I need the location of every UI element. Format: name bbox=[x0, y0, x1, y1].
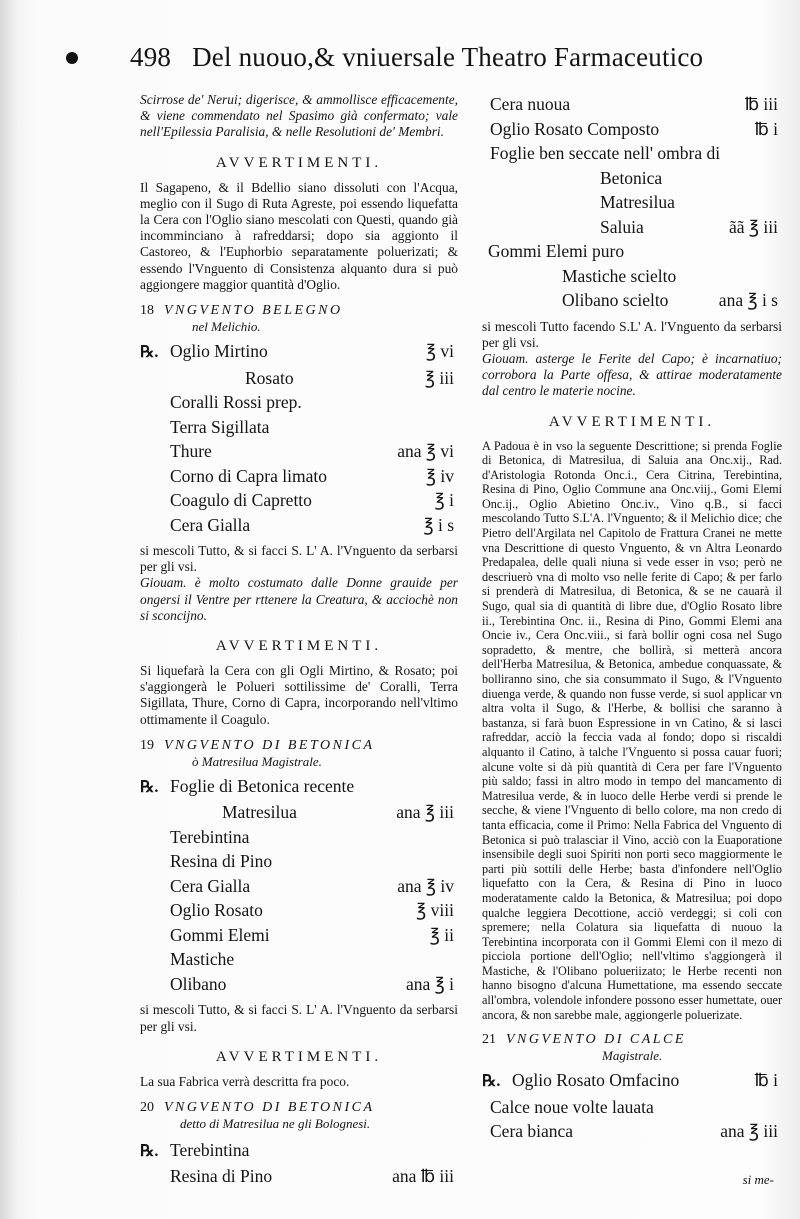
ingredient-row bbox=[140, 390, 458, 415]
ingredient-row bbox=[140, 849, 458, 874]
recipe-title bbox=[140, 1100, 458, 1116]
ingredient-row bbox=[140, 923, 458, 948]
ingredient-qty: ℥ i bbox=[434, 490, 454, 511]
ingredient-qty: ℥ vi bbox=[425, 341, 454, 362]
ingredient-qty: ana ℥ vi bbox=[397, 441, 454, 462]
recipe-source: ò Matresilua Magistrale. bbox=[192, 753, 322, 769]
recipe-symbol: ℞. bbox=[482, 1073, 501, 1091]
ingredient-name: Resina di Pino bbox=[170, 1166, 273, 1187]
ingredient-name: Oglio Rosato Composto bbox=[490, 118, 660, 139]
ingredient-name: Matresilua bbox=[600, 192, 675, 212]
ingredient-row bbox=[482, 1095, 782, 1120]
commentary-note: Giouam. asterge le Ferite del Capo; è incarnatiuo; corrobora la Parte offesa, & attirae moderatamente dal centro le materie nocine. bbox=[482, 350, 782, 399]
ingredient-row bbox=[482, 166, 782, 191]
recipe-title bbox=[140, 738, 458, 754]
ingredient-name: Oglio Rosato Omfacino bbox=[512, 1070, 680, 1091]
section-heading: AVVERTIMENTI. bbox=[215, 1048, 383, 1065]
ingredient-row bbox=[482, 141, 782, 166]
ingredient-qty: ana ℥ iii bbox=[396, 802, 454, 823]
ingredient-name: Matresilua bbox=[222, 802, 297, 823]
ingredient-name: Cera nuoua bbox=[490, 94, 571, 114]
recipe-title bbox=[482, 1032, 782, 1048]
ingredient-name: Coralli Rossi prep. bbox=[170, 392, 302, 413]
ingredient-row bbox=[140, 1138, 458, 1165]
ingredient-qty: ana ℔ iii bbox=[392, 1166, 454, 1187]
ingredient-row bbox=[482, 1068, 782, 1095]
ingredient-qty: ℥ ii bbox=[429, 924, 454, 945]
ingredient-row bbox=[140, 464, 458, 489]
body-paragraph: A Padoua è in vso la seguente Descrittione; si prenda Foglie di Betonica, di Matresilua, di Saluia ana Onc.xij., Rad. d'Aristologia Rotonda Onc.i., Cera Citrina, Terebintina, Resina di Pino, Oglio Commune ana Onc.viij., Gomi Elemi Onc.ij., Oglio Abietino Onc.iv., Vino q.B., si facci mescolando Tutto S.L'A. l'Vnguento; & il Melichio dice; che Pietro dell'Argilata nel Capitolo de Frattura Cranei ne mette vna Descrittione di questo Vnguento, & vn Altra Leonardo Predapalea, delle quali niuna si vede esser in vso; però ne descriuerò vna di molto vso nelle ferite di Capo; & per farlo si prenderà di Matresilua, di Betonica, & se ne cauarà il Sugo, qual sia di quantità di libre due, d'Oglio Rosato libre ii., Terebintina Onc. ii., Resina di Pino, Gommi Elemi ana Oncie iv., Cera Onc.viii., si farà bollir ogni cosa nel Sugo sopradetto, & mentre, che bollirà, si metterà ancora dell'Herba Matresilua, & Betonica, ambedue conquassate, & bolliranno sino, che sia consummato il Sugo, & l'Vnguento diuenga verde, & quando non fusse verde, si suol applicar vn altra volta il Sugo, & l'Herbe, & bollisi che saranno à bastanza, si farà buon Espressione in vn Catino, & si lasci rafreddar, acciò la feccia vada al fondo; dopo si riscaldi alquanto il Catino, à talche l'Vnguento si possa cauar fuori; alcune volte si dà più quantità di Cera per fare l'Vnguento più saldo; fassi in altro modo in tempo del mancamento di Matresilua verde, & in luoco delle Herbe verdi si prende le secche, & viene l'Vnguento di bello colore, ma non credo di tanta efficacia, come il Primo: Nella Fabrica del Vnguento di Betonica si può tralasciar il Vino, acciò con la Euaporatione insensibile degli suoi Spiriti non porti seco maggiormente le parti più sottili delle Herbe; basta d'infondere nell'Oglio liquefatto con la Cera, & Resina di Pino in luoco moderatamente caldo la Betonica, & Matresilua; poi dopo qualche leggiera Decottione, acciò verdeggi; si coli con spremere; nella Colatura sia liquefatta di nuouo la Terebintina incorporata con il Gommi Elemi con il mezo di picciola portione dell'Oglio; nell'vltimo s'aggiongerà il Mastiche, & l'Olibano polueriizato; le Herbe recenti non hanno bisogno d'alcuna Humettatione, ma essendo seccate all'ombra, volendole infondere possono esser humettate, ouer ancora, & non sarebbe male, aggiongerle poluerizate. bbox=[482, 438, 782, 1022]
ingredient-name: Gommi Elemi bbox=[170, 924, 270, 945]
section-heading: AVVERTIMENTI. bbox=[215, 154, 383, 171]
ingredient-name: Saluia bbox=[600, 216, 644, 237]
ingredient-row bbox=[140, 439, 458, 464]
preparation-note: si mescoli Tutto, & si facci S. L' A. l'Vnguento da serbarsi per gli vsi. bbox=[140, 543, 458, 575]
ingredient-name: Mastiche bbox=[170, 949, 235, 970]
ingredient-name: Olibano bbox=[170, 973, 227, 994]
ingredient-qty: ãã ℥ iii bbox=[729, 216, 778, 237]
running-header bbox=[130, 42, 770, 73]
ingredient-qty: ana ℥ i bbox=[405, 973, 454, 994]
recipe-source: detto di Matresilua ne gli Bolognesi. bbox=[180, 1115, 371, 1131]
recipe-title bbox=[140, 303, 458, 319]
ingredient-qty: ana ℥ iv bbox=[397, 875, 454, 896]
ingredient-qty: ℥ viii bbox=[416, 900, 454, 921]
body-paragraph: La sua Fabrica verrà descritta fra poco. bbox=[140, 1073, 350, 1089]
page-number: 498 bbox=[130, 42, 172, 72]
ingredient-row bbox=[140, 825, 458, 850]
ingredient-name: Cera bianca bbox=[490, 1121, 574, 1142]
ingredient-name: Mastiche scielto bbox=[562, 265, 677, 286]
recipe-name: VNGVENTO DI BETONICA bbox=[164, 1099, 375, 1115]
recipe-symbol: ℞. bbox=[140, 1142, 159, 1160]
ingredient-row bbox=[140, 800, 458, 825]
ingredient-qty: ℔ i bbox=[754, 1070, 778, 1091]
ingredient-row bbox=[140, 947, 458, 972]
ingredient-name: Corno di Capra limato bbox=[170, 465, 327, 486]
recipe-name: VNGVENTO DI BETONICA bbox=[164, 737, 375, 753]
ingredient-name: Coagulo di Capretto bbox=[170, 490, 312, 511]
ingredient-qty: ℥ i s bbox=[423, 514, 454, 535]
ingredient-row bbox=[482, 239, 782, 264]
recipe-source: Magistrale. bbox=[602, 1048, 663, 1064]
ingredient-row bbox=[482, 1119, 782, 1144]
left-column bbox=[140, 92, 458, 1189]
ingredient-qty: ana ℥ iii bbox=[720, 1121, 778, 1142]
right-column bbox=[482, 92, 782, 1144]
ingredient-row bbox=[482, 288, 782, 313]
catchword: si me- bbox=[742, 1172, 774, 1187]
ingredient-row bbox=[140, 972, 458, 997]
section-heading: AVVERTIMENTI. bbox=[548, 413, 716, 430]
ingredient-name: Terra Sigillata bbox=[170, 416, 270, 437]
ingredient-row bbox=[140, 774, 458, 801]
recipe-name: VNGVENTO BELEGNO bbox=[164, 303, 343, 319]
ingredient-qty: ℥ iv bbox=[425, 465, 454, 486]
body-paragraph: Si liquefarà la Cera con gli Ogli Mirtino, & Rosato; poi s'aggiongerà le Polueri sottilissime de' Coralli, Terra Sigillata, Thure, Corno di Capra, incorporando nell'vltimo ottimamente il Coagulo. bbox=[140, 663, 458, 727]
ingredient-row bbox=[140, 339, 458, 366]
recipe-name: VNGVENTO DI CALCE bbox=[506, 1032, 686, 1048]
ingredient-name: Cera Gialla bbox=[170, 514, 251, 535]
ink-blot bbox=[66, 52, 78, 64]
page-title: Del nuouo,& vniuersale Theatro Farmaceutico bbox=[192, 42, 704, 72]
ingredient-name: Resina di Pino bbox=[170, 851, 273, 872]
ingredient-name: Gommi Elemi puro bbox=[488, 241, 625, 261]
ingredient-qty: ℔ iii bbox=[744, 94, 778, 114]
ingredient-name: Thure bbox=[170, 441, 212, 462]
ingredient-row bbox=[140, 366, 458, 391]
recipe-symbol: ℞. bbox=[140, 778, 159, 796]
recipe-number: 19 bbox=[140, 737, 154, 753]
recipe-number: 20 bbox=[140, 1099, 154, 1115]
ingredient-name: Foglie ben seccate nell' ombra di bbox=[490, 143, 721, 163]
ingredient-name: Calce noue volte lauata bbox=[490, 1096, 654, 1117]
recipe-symbol: ℞. bbox=[140, 344, 159, 362]
recipe-source: nel Melichio. bbox=[192, 319, 261, 335]
ingredient-row bbox=[482, 117, 782, 142]
ingredient-name: Olibano scielto bbox=[562, 290, 669, 310]
ingredient-row bbox=[140, 513, 458, 538]
preparation-note: si mescoli Tutto facendo S.L' A. l'Vnguento da serbarsi per gli vsi. bbox=[482, 318, 782, 350]
ingredient-row bbox=[482, 92, 782, 117]
body-paragraph: Il Sagapeno, & il Bdellio siano dissoluti con l'Acqua, meglio con il Sugo di Ruta Agreste, poi essendo liquefatta la Cera con l'Oglio siano mescolati con Questi, quando già incomminciano à rafreddarsi; dopo sia aggionto il Castoreo, & l'Euphorbio separatamente poluerizati; & essendo l'Vnguento di Consistenza alquanto dura si può aggiongere maggior quantità d'Oglio. bbox=[140, 179, 458, 292]
ingredient-name: Oglio Rosato bbox=[170, 900, 263, 921]
commentary-note: Giouam. è molto costumato dalle Donne grauide per ongersi il Ventre per rttenere la Creatura, & acciochè non si sconcijno. bbox=[140, 575, 458, 623]
ingredient-row bbox=[140, 898, 458, 923]
ingredient-name: Betonica bbox=[600, 167, 663, 188]
ingredient-qty: ℔ i bbox=[754, 118, 778, 139]
ingredient-row bbox=[482, 264, 782, 289]
ingredient-name: Cera Gialla bbox=[170, 875, 251, 896]
ingredient-name: Rosato bbox=[245, 367, 294, 388]
recipe-number: 21 bbox=[482, 1032, 496, 1048]
preparation-note: si mescoli Tutto, & si facci S. L' A. l'Vnguento da serbarsi per gli vsi. bbox=[140, 1002, 458, 1034]
recipe-number: 18 bbox=[140, 303, 154, 319]
ingredient-row bbox=[140, 415, 458, 440]
ingredient-qty: ℥ iii bbox=[424, 367, 454, 388]
ingredient-row bbox=[140, 1164, 458, 1189]
intro-paragraph: Scirrose de' Nerui; digerisce, & ammollisce efficacemente, & viene commendato nel Spasimo già confermato; vale nell'Epilessia Paralisia, & nelle Resolutioni de' Membri. bbox=[140, 92, 458, 140]
ingredient-name: Terebintina bbox=[170, 1139, 250, 1160]
ingredient-name: Oglio Mirtino bbox=[170, 341, 268, 362]
ingredient-row bbox=[140, 874, 458, 899]
ingredient-row bbox=[140, 488, 458, 513]
ingredient-name: Foglie di Betonica recente bbox=[170, 775, 355, 796]
ingredient-qty: ana ℥ i s bbox=[718, 290, 778, 310]
section-heading: AVVERTIMENTI. bbox=[215, 638, 383, 655]
ingredient-row bbox=[482, 190, 782, 215]
ingredient-name: Terebintina bbox=[170, 826, 250, 847]
ingredient-row bbox=[482, 215, 782, 240]
